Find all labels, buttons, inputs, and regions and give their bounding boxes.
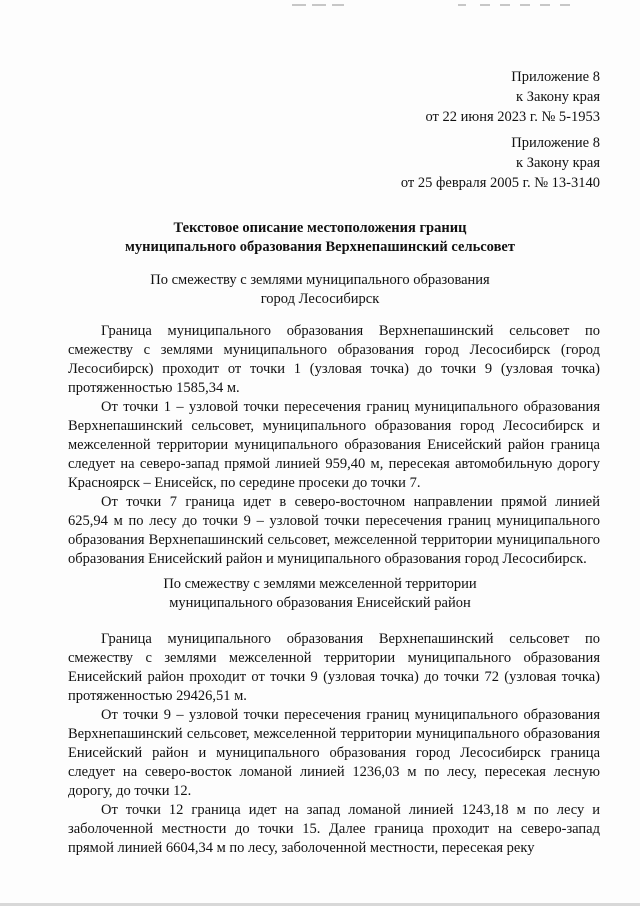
annex-header-current (425, 67, 600, 127)
section-heading-eniseysky (40, 575, 600, 613)
section-heading-line: муниципального образования Енисейский район (169, 595, 471, 611)
scan-artifact (332, 4, 344, 6)
section-body-lesosibirsk (68, 322, 600, 569)
title-line: Текстовое описание местоположения границ (173, 220, 467, 236)
document-title (40, 219, 600, 257)
section-heading-lesosibirsk (40, 271, 600, 309)
paragraph: От точки 1 – узловой точки пересечения границ муниципального образования Верхнепашинский сельсовет, муниципального образования город Лесосибирск и межселенной территории муниципального образования Енисейский район граница следует на северо-запад прямой линией 959,40 м, пересекая автомобильную дорогу Красноярск – Енисейск, по середине просеки до точки 7. (68, 399, 600, 491)
paragraph: От точки 7 граница идет в северо-восточном направлении прямой линией 625,94 м по лесу до точки 9 – узловой точки пересечения границ муниципального образования Верхнепашинский сельсовет, межселенной территории муниципального образования Енисейский район и муниципального образования город Лесосибирск. (68, 494, 600, 567)
annex-label: Приложение 8 (511, 69, 600, 85)
paragraph: От точки 12 граница идет на запад ломаной линией 1243,18 м по лесу и заболоченной местности до точки 15. Далее граница проходит на северо-запад прямой линией 6604,34 м по лесу, заболоченной местности, пересекая реку (68, 802, 600, 856)
annex-label: Приложение 8 (511, 135, 600, 151)
scan-artifact (312, 4, 326, 6)
paragraph: От точки 9 – узловой точки пересечения границ муниципального образования Верхнепашинский сельсовет, межселенной территории муниципального образования Енисейский район и муниципального образования город Лесосибирск граница следует на северо-восток ломаной линией 1236,03 м по лесу, пересекая лесную дорогу, до точки 12. (68, 707, 600, 799)
annex-law-date: от 25 февраля 2005 г. № 13-3140 (400, 175, 600, 191)
annex-header-original (401, 133, 600, 193)
annex-law-date: от 22 июня 2023 г. № 5-1953 (425, 109, 600, 125)
scan-artifact (480, 4, 490, 6)
section-heading-line: город Лесосибирск (260, 291, 380, 307)
section-heading-line: По смежеству с землями межселенной территории (163, 576, 477, 592)
paragraph: Граница муниципального образования Верхнепашинский сельсовет по смежеству с землями межселенной территории муниципального образования Енисейский район проходит от точки 9 (узловая точка) до точки 72 (узловая точка) протяженностью 29426,51 м. (68, 631, 600, 704)
scan-artifact (520, 4, 530, 6)
scan-artifact (560, 4, 570, 6)
section-body-eniseysky (68, 630, 600, 858)
paragraph: Граница муниципального образования Верхнепашинский сельсовет по смежеству с землями муниципального образования город Лесосибирск (город Лесосибирск) проходит от точки 1 (узловая точка) до точки 9 (узловая точка) протяженностью 1585,34 м. (68, 323, 600, 396)
section-heading-line: По смежеству с землями муниципального образования (150, 272, 490, 288)
title-line: муниципального образования Верхнепашинский сельсовет (125, 239, 515, 255)
annex-law-ref: к Закону края (516, 155, 600, 171)
scan-artifact (540, 4, 550, 6)
scan-artifact (458, 4, 466, 6)
annex-law-ref: к Закону края (516, 89, 600, 105)
scan-artifact (292, 4, 306, 6)
scan-artifact (500, 4, 510, 6)
